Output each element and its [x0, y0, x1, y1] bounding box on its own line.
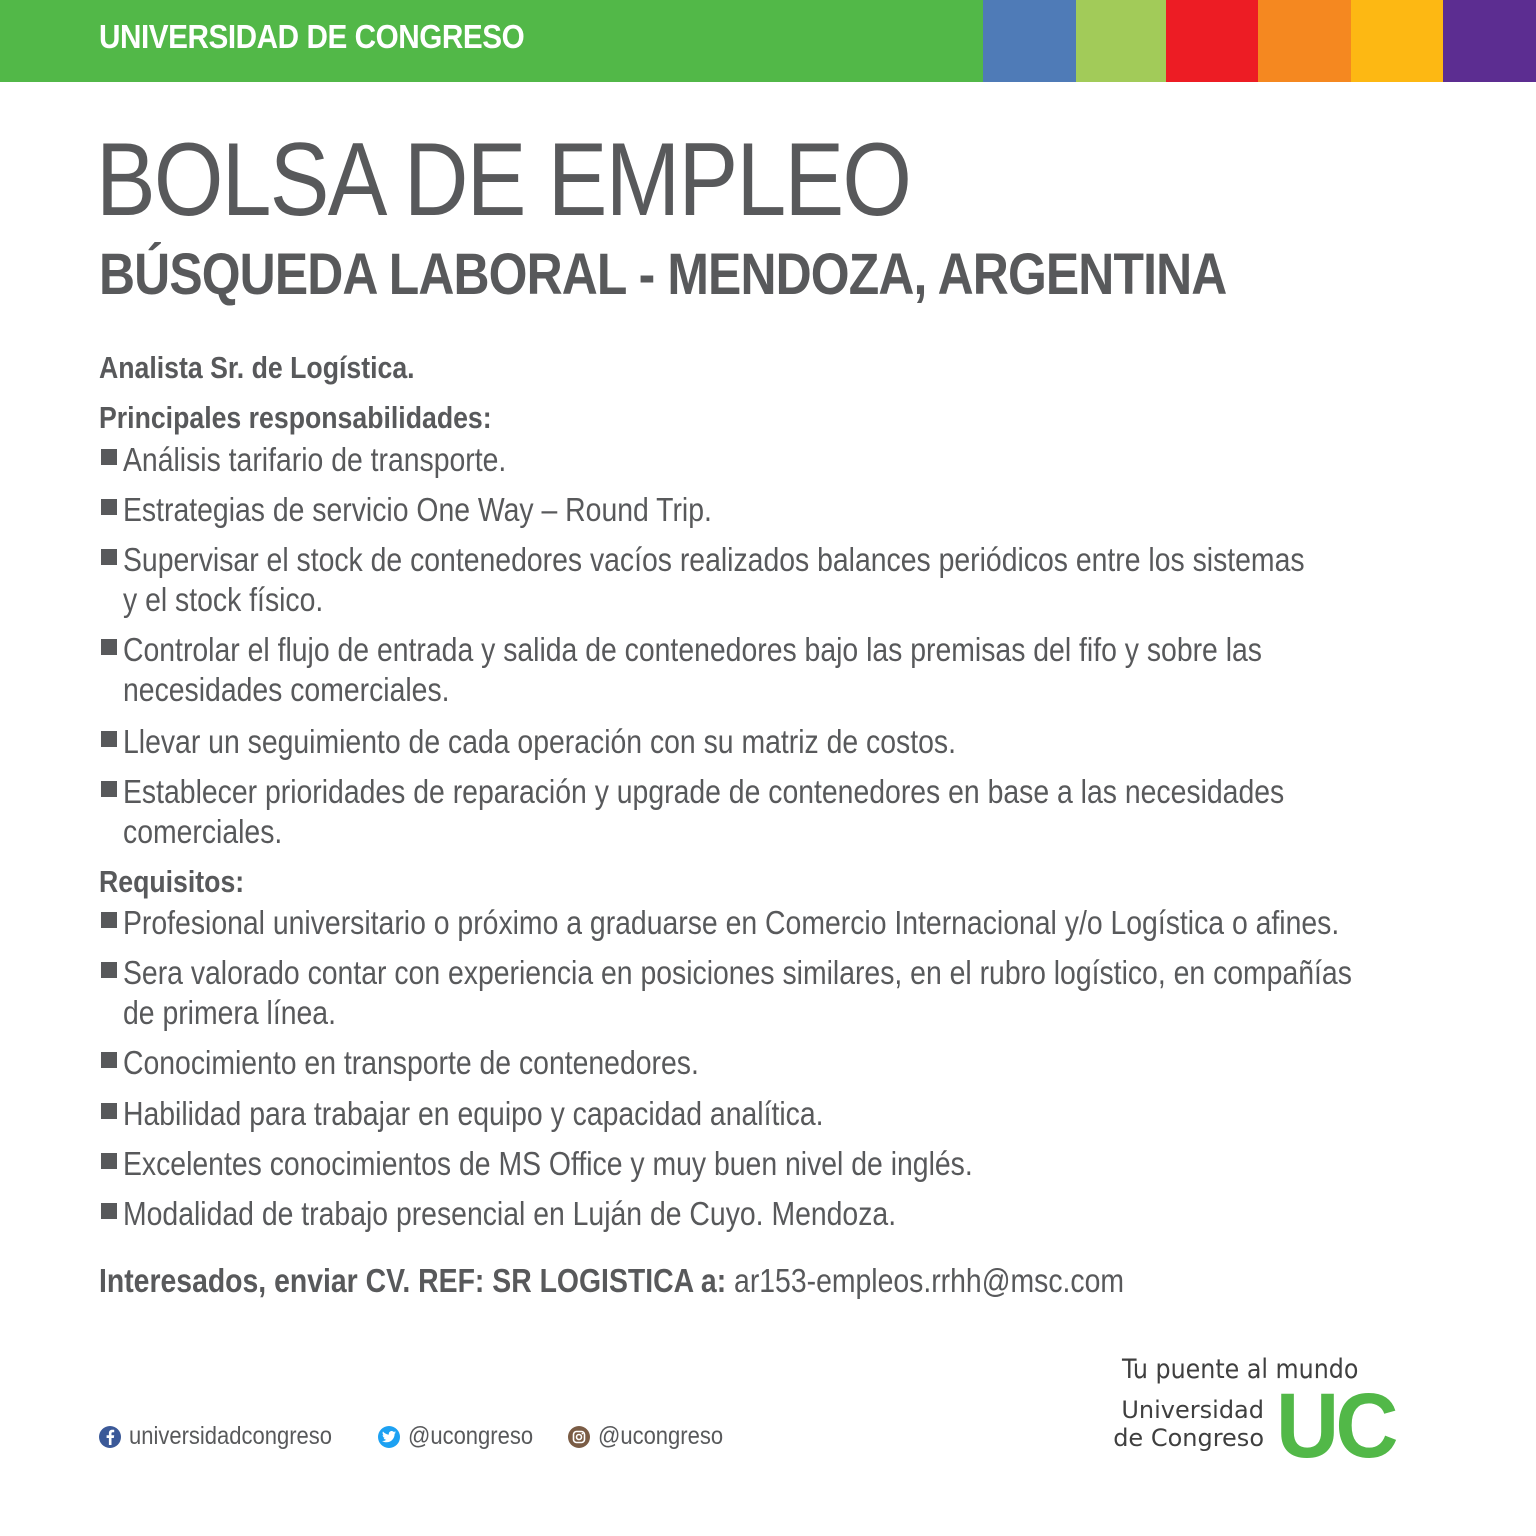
bullet-square	[101, 499, 117, 515]
color-swatch-orange	[1258, 0, 1351, 82]
logo-tagline: Tu puente al mundo	[1122, 1354, 1359, 1385]
bullet-square	[101, 781, 117, 797]
contact-line	[99, 1264, 1124, 1297]
page-title: BOLSA DE EMPLEO	[96, 122, 911, 238]
twitter-handle[interactable]: @ucongreso	[407, 1422, 533, 1450]
university-logo	[1113, 1352, 1395, 1477]
bullet-square	[101, 549, 117, 565]
color-swatch-purple	[1443, 0, 1536, 82]
bullet-square	[101, 1153, 117, 1169]
bullet-square	[101, 912, 117, 928]
bullet-square	[101, 731, 117, 747]
bullet-square	[101, 962, 117, 978]
logo-mark-uc: UC	[1276, 1375, 1395, 1477]
contact-email[interactable]: ar153-empleos.rrhh@msc.com	[734, 1262, 1125, 1299]
page-subtitle: BÚSQUEDA LABORAL - MENDOZA, ARGENTINA	[99, 242, 1227, 307]
color-swatch-red	[1166, 0, 1258, 82]
bullet-square	[101, 639, 117, 655]
header-bar	[0, 0, 1536, 82]
color-swatch-blue	[983, 0, 1076, 82]
requirements-heading: Requisitos:	[99, 864, 245, 899]
instagram-handle[interactable]: @ucongreso	[597, 1422, 723, 1450]
instagram-icon[interactable]	[568, 1426, 590, 1448]
bullet-square	[101, 1103, 117, 1119]
bullet-square	[101, 1052, 117, 1068]
logo-line-1: Universidad	[1121, 1396, 1264, 1424]
bullet-square	[101, 449, 117, 465]
header-green-block	[0, 0, 983, 82]
facebook-icon[interactable]	[99, 1426, 121, 1448]
social-links	[99, 1422, 758, 1451]
university-name: UNIVERSIDAD DE CONGRESO	[99, 18, 525, 55]
twitter-icon[interactable]	[378, 1426, 400, 1448]
logo-line-2: de Congreso	[1113, 1424, 1264, 1452]
facebook-handle[interactable]: universidadcongreso	[129, 1422, 333, 1450]
contact-prefix: Interesados, enviar CV. REF: SR LOGISTICA a:	[99, 1262, 727, 1299]
color-swatch-yellow	[1351, 0, 1443, 82]
responsibilities-heading: Principales responsabilidades:	[99, 400, 492, 435]
color-swatch-lightgreen	[1076, 0, 1166, 82]
bullet-square	[101, 1203, 117, 1219]
position-title: Analista Sr. de Logística.	[99, 350, 415, 385]
